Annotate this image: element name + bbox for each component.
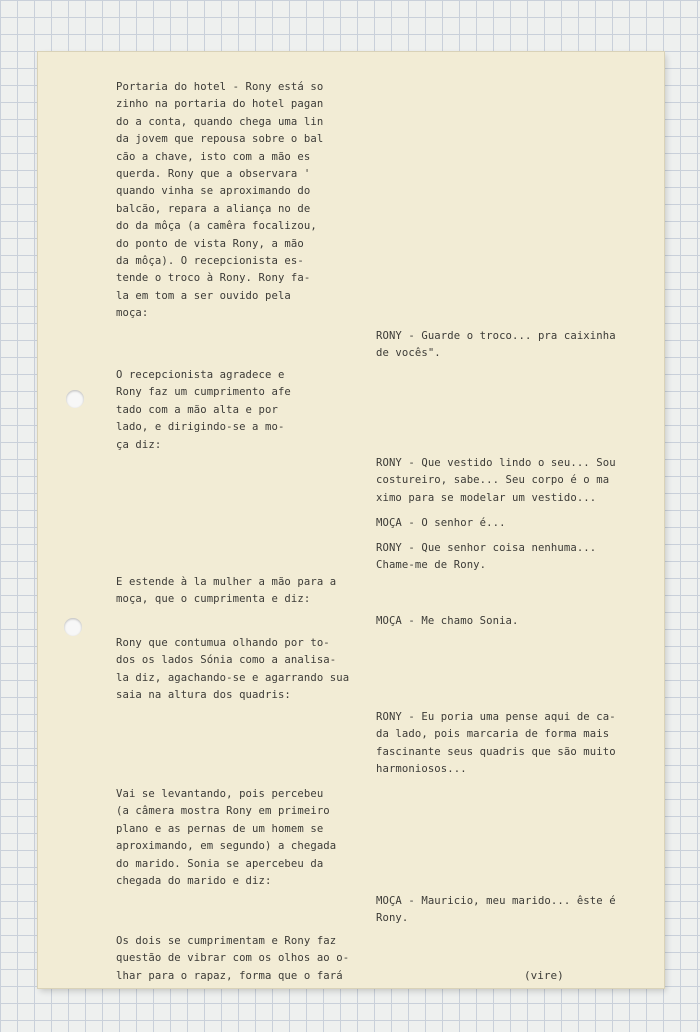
action-levantando: Vai se levantando, pois percebeu (a câmera mostra Rony em primeiro plano e as pernas de um homem se aproximando, em segundo) a chegada do marido. Sonia se apercebeu da chegada do marido e diz: bbox=[116, 788, 337, 888]
script-page bbox=[38, 52, 664, 988]
punch-hole bbox=[66, 390, 84, 408]
action-recepcionista: O recepcionista agradece e Rony faz um cumprimento afe tado com a mão alta e por lado, e dirigindo-se a mo- ça diz: bbox=[116, 369, 291, 451]
dialogue-moca-sonia: MOÇA - Me chamo Sonia. bbox=[376, 615, 519, 627]
action-analisa: Rony que contumua olhando por to- dos os lados Sónia como a analisa- la diz, agachando-se e agarrando sua saia na altura dos quadris: bbox=[116, 637, 350, 702]
footer-vire: (vire) bbox=[524, 969, 564, 982]
dialogue-moca-senhor: MOÇA - O senhor é... bbox=[376, 517, 506, 529]
dialogue-rony-pense: RONY - Eu poria uma pense aqui de ca- da lado, pois marcaria de forma mais fascinante seus quadris que são muito harmoniosos... bbox=[376, 711, 616, 776]
dialogue-rony-troco: RONY - Guarde o troco... pra caixinha de vocês". bbox=[376, 330, 616, 360]
action-cumprimentam: Os dois se cumprimentam e Rony faz questão de vibrar com os olhos ao o- lhar para o rapaz, forma que o fará bbox=[116, 935, 350, 982]
dialogue-moca-mauricio: MOÇA - Mauricio, meu marido... êste é Rony. bbox=[376, 895, 616, 925]
punch-hole bbox=[64, 618, 82, 636]
action-estende-mao: E estende à la mulher a mão para a moça, que o cumprimenta e diz: bbox=[116, 576, 337, 606]
dialogue-rony-chame-me: RONY - Que senhor coisa nenhuma... Chame-me de Rony. bbox=[376, 542, 597, 572]
dialogue-rony-vestido: RONY - Que vestido lindo o seu... Sou costureiro, sabe... Seu corpo é o ma ximo para se modelar um vestido... bbox=[376, 457, 616, 504]
action-hotel-lobby: Portaria do hotel - Rony está so zinho na portaria do hotel pagan do a conta, quando chega uma lin da jovem que repousa sobre o bal cão a chave, isto com a mão es querda. Rony que a observara ' quando vinha se aproximando do balcão, repara a aliança no de do da môça (a camêra focalizou, do ponto de vista Rony, a mão da môça). O recepcionista es- tende o troco à Rony. Rony fa- la em tom a ser ouvido pela moça: bbox=[116, 81, 324, 320]
